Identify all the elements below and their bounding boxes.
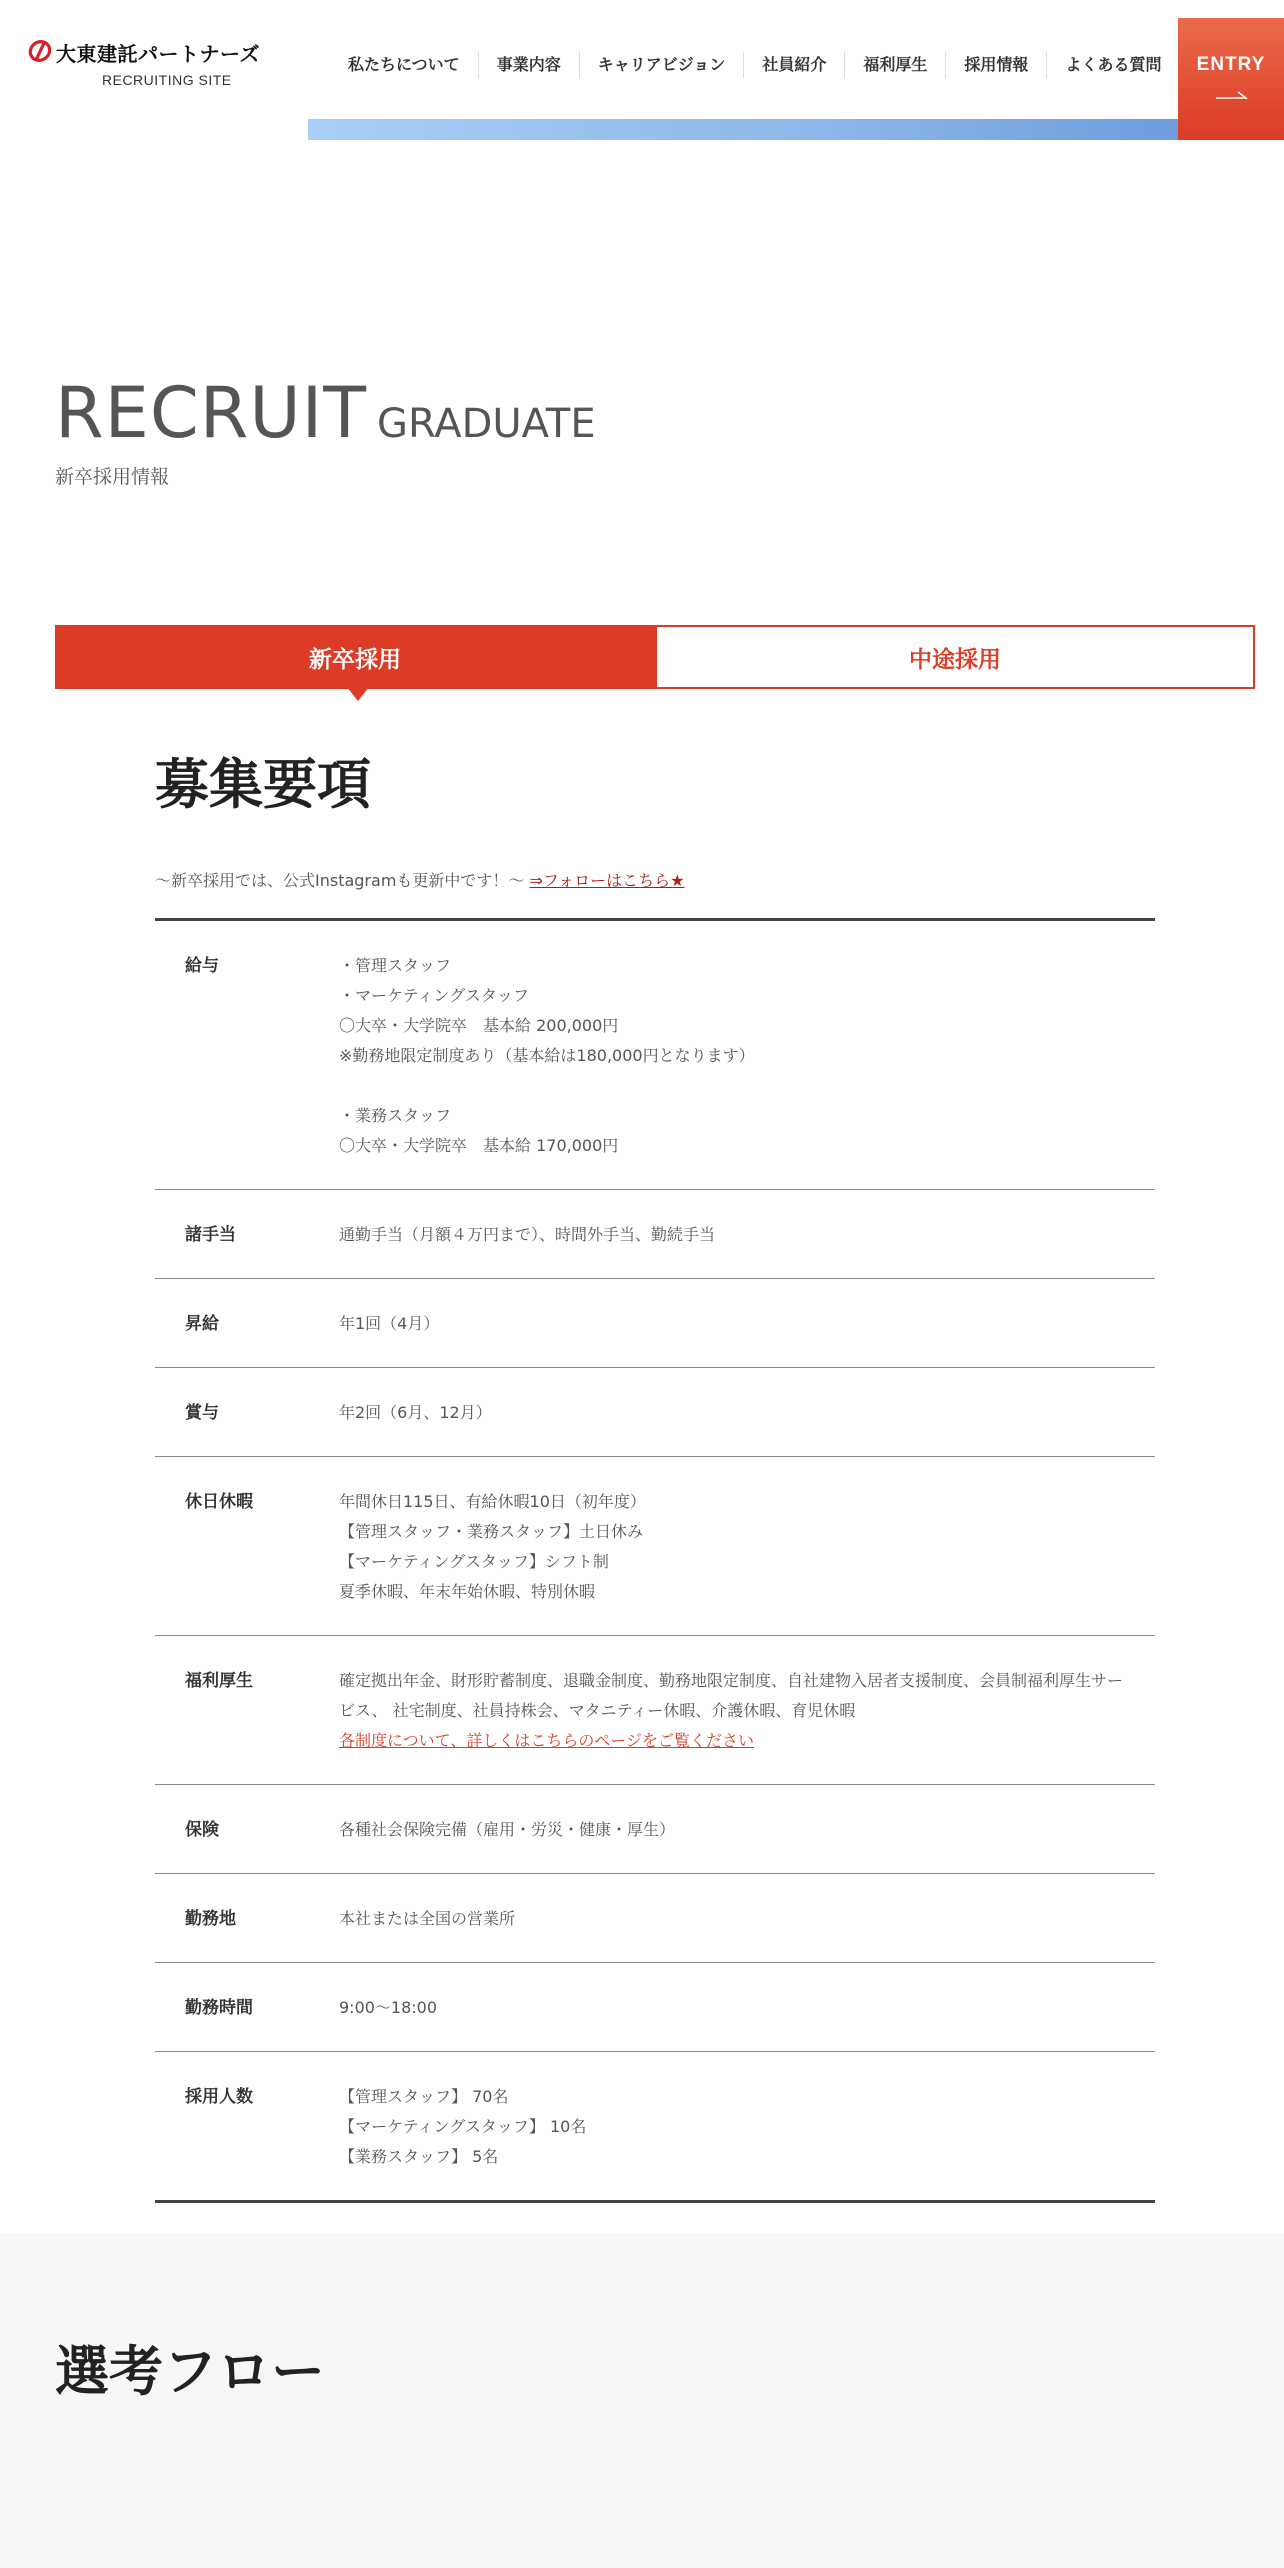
row-line: 【管理スタッフ・業務スタッフ】土日休み: [339, 1522, 644, 1541]
tab-graduate[interactable]: [55, 625, 655, 689]
row-line: 年間休日115日、有給休暇10日（初年度）: [339, 1492, 646, 1511]
row-label: 保険: [185, 1820, 219, 1840]
row-line: 確定拠出年金、財形貯蓄制度、退職金制度、勤務地限定制度、自社建物入居者支援制度、会員制福利厚生サービス、 社宅制度、社員持株会、マタニティー休暇、介護休暇、育児休暇: [339, 1671, 1124, 1720]
logo-text: 大東建託パートナーズ: [56, 42, 260, 66]
page-title: [55, 372, 596, 454]
row-line: ・マーケティングスタッフ: [339, 986, 529, 1005]
table-row-hours: [155, 1963, 1155, 2052]
row-line: 【業務スタッフ】 5名: [339, 2147, 499, 2166]
row-line: ※勤務地限定制度あり（基本給は180,000円となります）: [339, 1046, 755, 1065]
page-title-japanese: 新卒採用情報: [55, 466, 170, 488]
tab-mid-career-label: 中途採用: [909, 646, 1001, 673]
row-label: 福利厚生: [185, 1671, 253, 1691]
nav-item-welfare[interactable]: 福利厚生: [844, 52, 945, 78]
row-line: [339, 1071, 1135, 1101]
page-title-main: RECRUIT: [55, 372, 368, 454]
row-label: 休日休暇: [185, 1492, 253, 1512]
row-line: 年1回（4月）: [339, 1314, 440, 1333]
instagram-intro-text: ～新卒採用では、公式Instagramも更新中です！～: [155, 871, 525, 890]
welfare-details-link[interactable]: 各制度について、詳しくはこちらのページをご覧ください: [339, 1731, 755, 1750]
table-row-salary: [155, 921, 1155, 1190]
tab-active-pointer: [347, 687, 369, 701]
table-row-raise: [155, 1279, 1155, 1368]
nav-item-faq[interactable]: よくある質問: [1046, 52, 1179, 78]
row-value: [339, 1815, 1155, 1845]
row-line: 各種社会保険完備（雇用・労災・健康・厚生）: [339, 1820, 676, 1839]
row-label: 昇給: [185, 1314, 219, 1334]
row-label: 賞与: [185, 1403, 219, 1423]
row-value: [339, 2082, 1155, 2172]
row-line: 【マーケティングスタッフ】 10名: [339, 2117, 587, 2136]
nav-item-business[interactable]: 事業内容: [478, 52, 579, 78]
requirements-title: 募集要項: [155, 753, 371, 816]
row-value: [339, 1309, 1155, 1339]
logo-subtitle: RECRUITING SITE: [102, 72, 232, 88]
nav-item-about[interactable]: 私たちについて: [348, 55, 460, 74]
row-line: 【マーケティングスタッフ】シフト制: [339, 1552, 609, 1571]
table-row-welfare: [155, 1636, 1155, 1785]
row-line: 〇大卒・大学院卒 基本給 200,000円: [339, 1016, 619, 1035]
row-label: 勤務時間: [185, 1998, 253, 2018]
table-row-insurance: [155, 1785, 1155, 1874]
row-line: ・業務スタッフ: [339, 1106, 452, 1125]
site-header: [0, 0, 1284, 140]
row-value: [339, 1487, 1155, 1607]
page-title-sub: GRADUATE: [377, 401, 596, 447]
selection-flow-section: [0, 2233, 1284, 2568]
row-line: 〇大卒・大学院卒 基本給 170,000円: [339, 1136, 619, 1155]
arrow-right-icon: [1216, 88, 1248, 102]
site-logo[interactable]: [28, 36, 260, 96]
row-label: 諸手当: [185, 1225, 236, 1245]
recruit-tabs: [55, 625, 1255, 689]
row-line: 本社または全国の営業所: [339, 1909, 516, 1928]
row-line: ・管理スタッフ: [339, 956, 452, 975]
hero-image-strip: [308, 119, 1178, 140]
row-line: 9:00〜18:00: [339, 1998, 438, 2017]
instagram-intro: [155, 868, 684, 891]
table-row-holidays: [155, 1457, 1155, 1636]
tab-mid-career[interactable]: [655, 625, 1255, 689]
row-label: 採用人数: [185, 2087, 253, 2107]
row-value: [339, 1666, 1155, 1756]
logo-mark-icon: [28, 38, 54, 64]
row-line: 【管理スタッフ】 70名: [339, 2087, 509, 2106]
row-value: [339, 1904, 1155, 1934]
entry-label: ENTRY: [1196, 54, 1266, 75]
tab-graduate-label: 新卒採用: [309, 646, 401, 673]
row-line: 通勤手当（月額４万円まで）、時間外手当、勤続手当: [339, 1225, 716, 1244]
nav-item-staff[interactable]: 社員紹介: [743, 52, 844, 78]
table-row-headcount: [155, 2052, 1155, 2200]
requirements-table: [155, 918, 1155, 2203]
nav-item-recruit-info[interactable]: 採用情報: [945, 52, 1046, 78]
row-value: [339, 951, 1155, 1161]
table-row-location: [155, 1874, 1155, 1963]
nav-item-career-vision[interactable]: キャリアビジョン: [579, 52, 744, 78]
row-label: 給与: [185, 956, 219, 976]
row-value: [339, 1398, 1155, 1428]
instagram-follow-link[interactable]: ⇒フォローはこちら★: [529, 871, 685, 890]
row-value: [339, 1220, 1155, 1250]
entry-button[interactable]: [1178, 18, 1284, 140]
table-row-bonus: [155, 1368, 1155, 1457]
table-row-allowances: [155, 1190, 1155, 1279]
main-nav: [330, 52, 1179, 78]
row-line: 夏季休暇、年末年始休暇、特別休暇: [339, 1582, 596, 1601]
selection-flow-title: 選考フロー: [55, 2340, 325, 2403]
row-label: 勤務地: [185, 1909, 236, 1929]
row-line: 年2回（6月、12月）: [339, 1403, 492, 1422]
row-value: [339, 1993, 1155, 2023]
